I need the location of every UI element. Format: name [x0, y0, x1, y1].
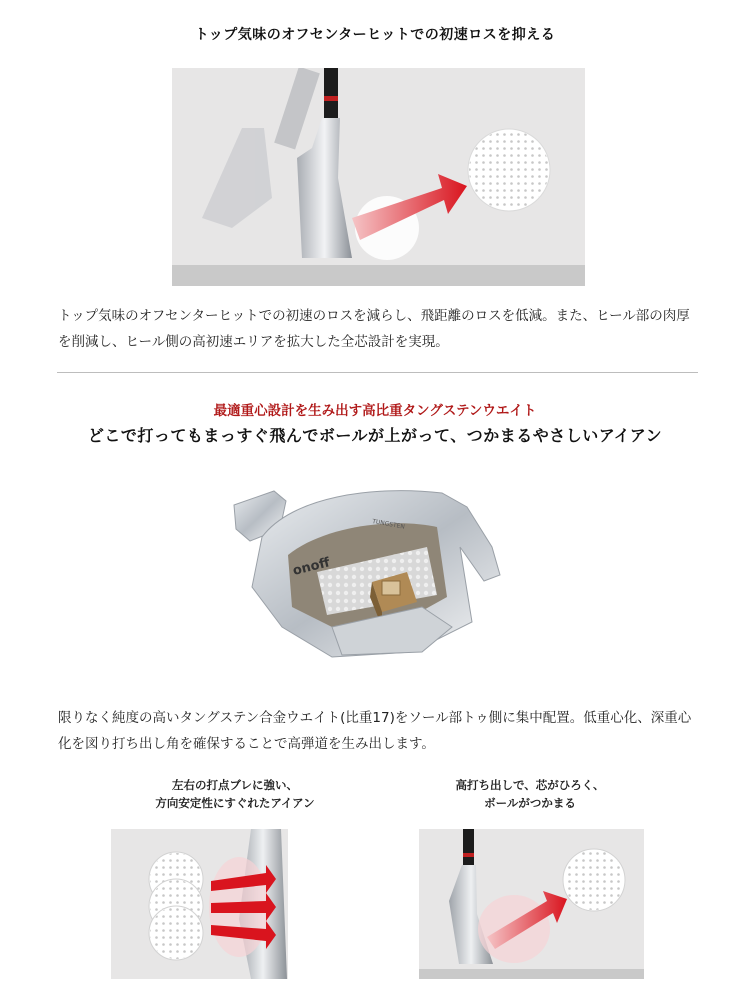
- section2-title: どこで打ってもまっすぐ飛んでボールが上がって、つかまるやさしいアイアン: [87, 426, 663, 445]
- section1-description: トップ気味のオフセンターヒットでの初速のロスを減らし、飛距離のロスを低減。また、ヒール部の肉厚を削減し、ヒール側の高初速エリアを拡大した全芯設計を実現。: [58, 308, 690, 350]
- left-caption-line1: 左右の打点ブレに強い、: [171, 778, 299, 792]
- right-caption-line1: 高打ち出しで、芯がひろく、: [455, 778, 605, 792]
- high-launch-illustration: [419, 829, 644, 979]
- tungsten-label: TUNGSTEN: [371, 518, 406, 531]
- off-center-hit-illustration: [172, 68, 585, 286]
- left-caption-line2: 方向安定性にすぐれたアイアン: [155, 796, 315, 810]
- left-feature-caption: [110, 776, 360, 812]
- right-caption-line2: ボールがつかまる: [484, 796, 576, 810]
- section2-subtitle: 最適重心設計を生み出す高比重タングステンウエイト: [213, 403, 537, 419]
- section2-description: 限りなく純度の高いタングステン合金ウエイト(比重17)をソール部トゥ側に集中配置。低重心化、深重心化を図り打ち出し角を確保することで高弾道を生み出します。: [58, 710, 692, 752]
- iron-head-cutaway-illustration: [222, 477, 528, 677]
- onoff-logo: onoff: [291, 555, 332, 579]
- section1-title: トップ気味のオフセンターヒットでの初速ロスを抑える: [194, 27, 556, 43]
- right-feature-caption: [405, 776, 655, 812]
- section-divider: [57, 372, 698, 373]
- directional-stability-illustration: [111, 829, 288, 979]
